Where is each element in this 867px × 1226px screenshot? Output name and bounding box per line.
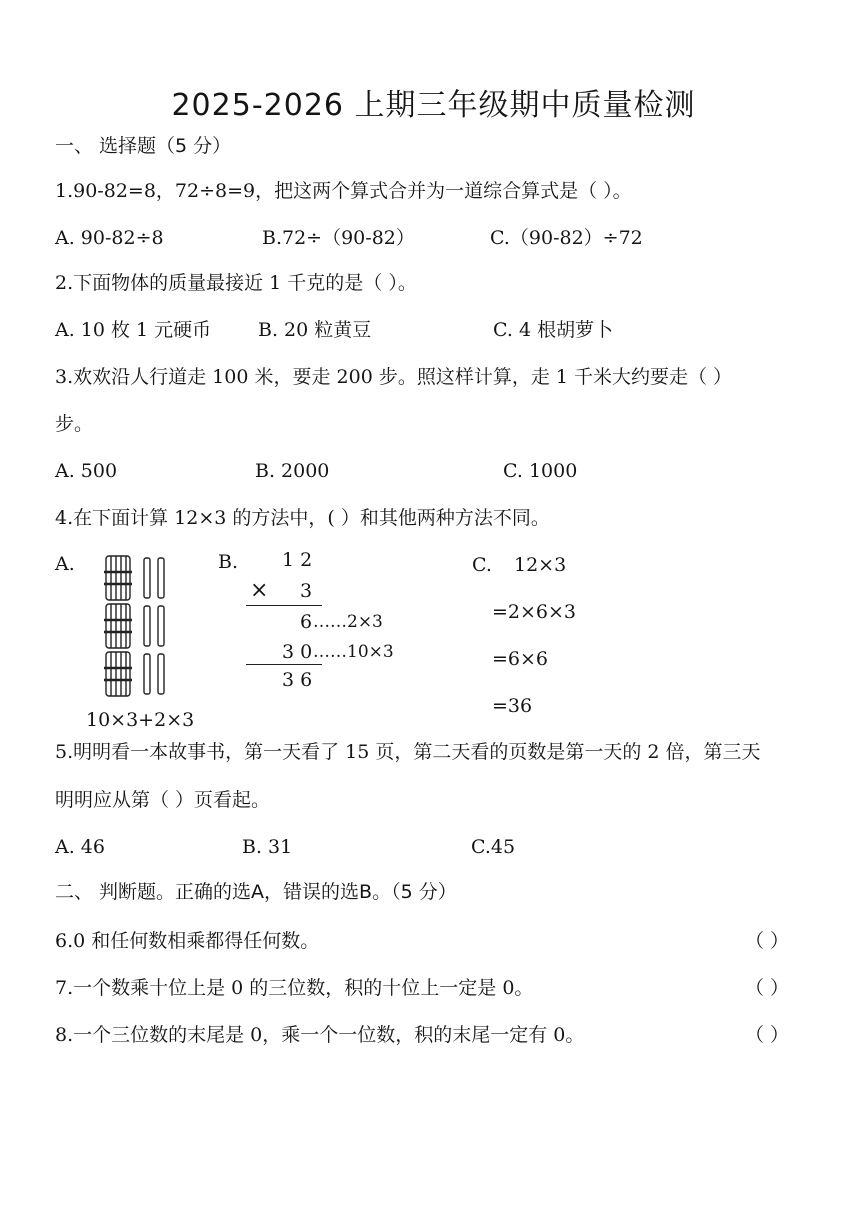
vertical-calc-row-2: 3 (300, 580, 313, 602)
vertical-calc-line-1 (246, 605, 322, 606)
question-5-stem-continued: 明明应从第（ ）页看起。 (55, 789, 271, 811)
question-3-stem-continued: 步。 (55, 413, 94, 435)
question-1-option-b: B.72÷（90-82） (262, 227, 415, 249)
question-5-option-a: A. 46 (55, 836, 105, 858)
question-6-stem: 6.0 和任何数相乘都得任何数。 (55, 930, 320, 952)
question-4-option-c-line-1: 12×3 (514, 554, 567, 576)
question-4-option-a-label: A. (55, 553, 75, 575)
question-1-option-a: A. 90-82÷8 (55, 227, 164, 249)
question-4-option-c-line-3: =6×6 (492, 648, 549, 670)
question-4-option-a-caption: 10×3+2×3 (86, 709, 195, 731)
question-7-stem: 7.一个数乘十位上是 0 的三位数，积的十位上一定是 0。 (55, 977, 534, 999)
vertical-calc-times-sign: × (250, 578, 269, 603)
question-7-answer-blank[interactable]: （ ） (745, 977, 790, 999)
question-1-option-c: C.（90-82）÷72 (490, 227, 643, 249)
section-2-heading: 二、 判断题。正确的选A，错误的选B。（5 分） (55, 881, 457, 903)
question-3-option-b: B. 2000 (255, 460, 330, 482)
question-2-option-b: B. 20 粒黄豆 (258, 319, 372, 341)
page-title: 2025-2026 上期三年级期中质量检测 (171, 88, 696, 123)
vertical-calc-row-3-note: ……2×3 (313, 612, 383, 632)
bundle-sticks-icon (98, 552, 178, 702)
question-5-stem: 5.明明看一本故事书，第一天看了 15 页，第二天看的页数是第一天的 2 倍，第三天 (55, 741, 761, 763)
vertical-calc-row-3: 6 (300, 611, 313, 633)
vertical-calc-line-2 (246, 664, 322, 665)
question-8-answer-blank[interactable]: （ ） (745, 1024, 790, 1046)
vertical-calc-row-5: 3 6 (282, 669, 313, 691)
question-1-stem: 1.90-82=8，72÷8=9，把这两个算式合并为一道综合算式是（ ）。 (55, 180, 632, 202)
vertical-calc-row-1: 1 2 (282, 549, 313, 571)
question-4-option-b-label: B. (218, 551, 239, 573)
section-1-heading: 一、 选择题（5 分） (55, 135, 232, 157)
question-4-option-c-line-2: =2×6×3 (492, 601, 577, 623)
question-2-stem: 2.下面物体的质量最接近 1 千克的是（ ）。 (55, 272, 417, 294)
question-4-option-c-label: C. (472, 554, 492, 576)
question-8-stem: 8.一个三位数的末尾是 0，乘一个一位数，积的末尾一定有 0。 (55, 1024, 585, 1046)
vertical-calc-row-4-note: ……10×3 (313, 642, 394, 662)
question-4-stem: 4.在下面计算 12×3 的方法中，( ）和其他两种方法不同。 (55, 507, 550, 529)
vertical-calc-row-4: 3 0 (282, 641, 313, 663)
question-4-option-c-line-4: =36 (492, 695, 533, 717)
question-6-answer-blank[interactable]: （ ） (745, 930, 790, 952)
question-5-option-c: C.45 (471, 836, 516, 858)
question-5-option-b: B. 31 (242, 836, 293, 858)
question-3-option-a: A. 500 (55, 460, 118, 482)
question-2-option-c: C. 4 根胡萝卜 (493, 319, 614, 341)
question-3-option-c: C. 1000 (503, 460, 578, 482)
question-3-stem: 3.欢欢沿人行道走 100 米，要走 200 步。照这样计算，走 1 千米大约要走（ ） (55, 366, 733, 388)
question-2-option-a: A. 10 枚 1 元硬币 (55, 319, 212, 341)
